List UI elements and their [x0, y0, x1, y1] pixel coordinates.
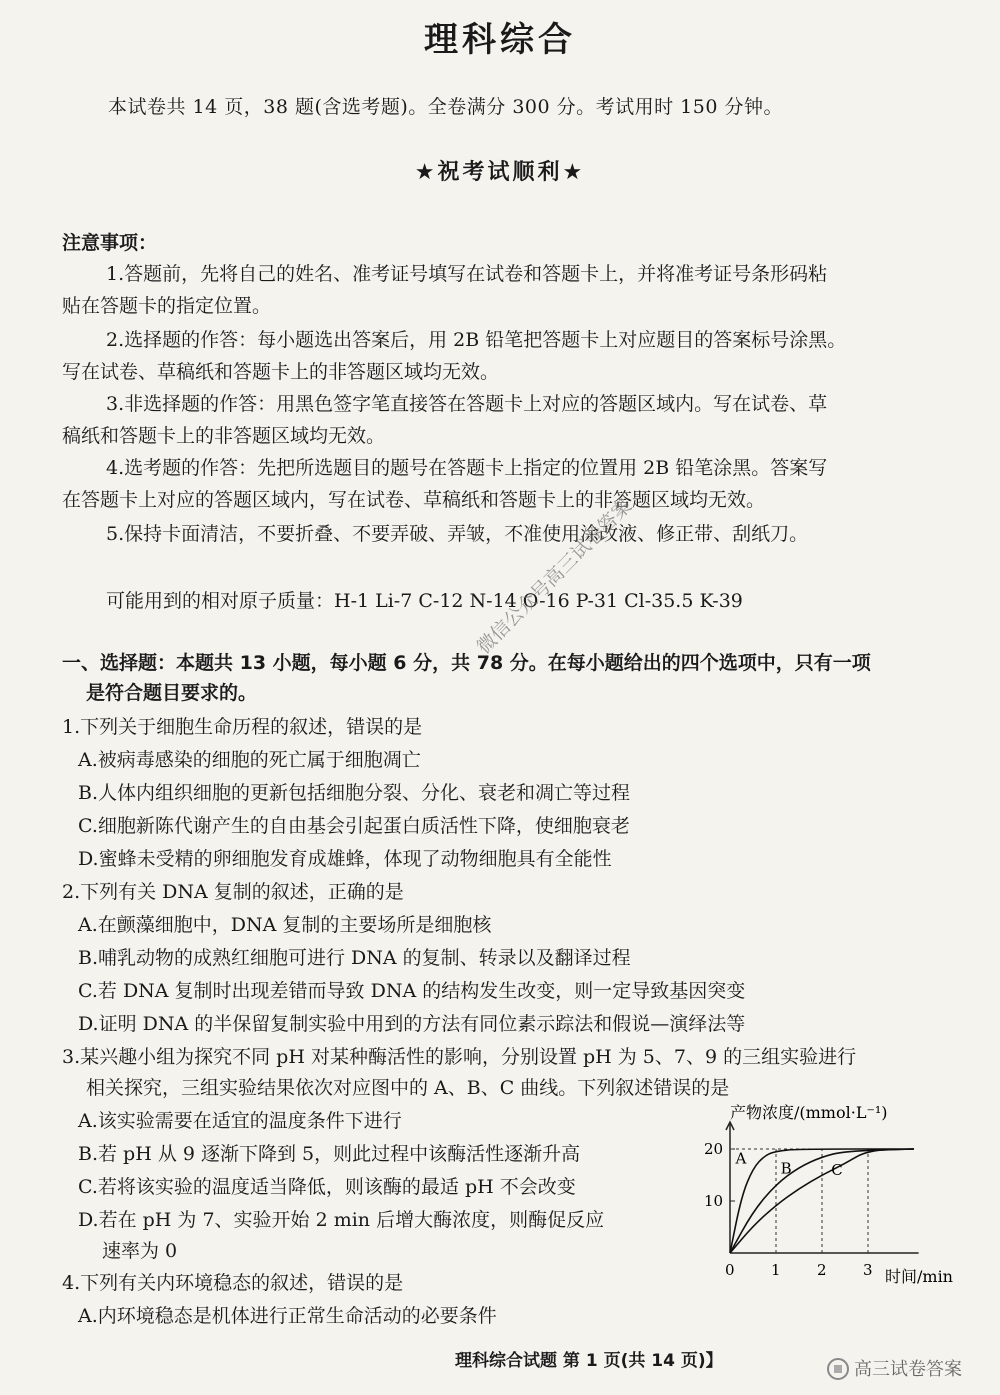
section-line: 是符合题目要求的。: [86, 682, 258, 704]
notice-line: 稿纸和答题卡上的非答题区域均无效。: [62, 425, 386, 447]
watermark-text: 微信公众号高三试卷答案: [472, 495, 637, 659]
notice-item-3: [62, 388, 967, 452]
question-1-option-a: A.被病毒感染的细胞的死亡属于细胞凋亡: [78, 749, 421, 771]
x-tick-label: 0: [725, 1261, 735, 1279]
notice-heading: 注意事项：: [62, 232, 158, 254]
question-4-option-a: A.内环境稳态是机体进行正常生命活动的必要条件: [78, 1305, 497, 1327]
question-1-option-d: D.蜜蜂未受精的卵细胞发育成雄蜂，体现了动物细胞具有全能性: [78, 848, 612, 870]
question-3-option-b: B.若 pH 从 9 逐渐下降到 5，则此过程中该酶活性逐渐升高: [78, 1143, 581, 1165]
page-title: 理科综合: [424, 20, 576, 60]
question-3-option-d: D.若在 pH 为 7、实验开始 2 min 后增大酶浓度，则酶促反应: [78, 1209, 605, 1231]
page-footer: 理科综合试题 第 1 页(共 14 页)】: [455, 1351, 723, 1371]
notice-line: 2.选择题的作答：每小题选出答案后，用 2B 铅笔把答题卡上对应题目的答案标号涂黑。: [106, 329, 847, 351]
question-3-option-c: C.若将该实验的温度适当降低，则该酶的最适 pH 不会改变: [78, 1176, 576, 1198]
question-1-option-b: B.人体内组织细胞的更新包括细胞分裂、分化、衰老和凋亡等过程: [78, 782, 631, 804]
notice-item-1: [62, 258, 967, 322]
notice-item-5: [62, 518, 967, 550]
notice-line: 1.答题前，先将自己的姓名、准考证号填写在试卷和答题卡上，并将准考证号条形码粘: [106, 263, 828, 285]
notice-line: 3.非选择题的作答：用黑色签字笔直接答在答题卡上对应的答题区域内。写在试卷、草: [106, 393, 828, 415]
x-tick-label: 3: [863, 1261, 873, 1279]
x-tick-label: 2: [817, 1261, 827, 1279]
question-2-option-d: D.证明 DNA 的半保留复制实验中用到的方法有同位素示踪法和假说—演绎法等: [78, 1013, 746, 1035]
notice-line: 在答题卡上对应的答题区域内，写在试卷、草稿纸和答题卡上的非答题区域均无效。: [62, 489, 766, 511]
series-label-B: B: [780, 1159, 792, 1178]
series-label-A: A: [735, 1149, 747, 1168]
atomic-masses: 可能用到的相对原子质量：H-1 Li-7 C-12 N-14 O-16 P-31 Cl-35.5 K-39: [106, 590, 743, 612]
y-axis-label: 产物浓度/(mmol·L⁻¹): [730, 1103, 888, 1122]
watermark-logo: [820, 1307, 990, 1387]
x-axis-label: 时间/min: [885, 1267, 953, 1286]
section-line: 一、选择题：本题共 13 小题，每小题 6 分，共 78 分。在每小题给出的四个选项中，只有一项: [62, 652, 871, 674]
x-tick-label: 1: [771, 1261, 781, 1279]
y-tick-label: 10: [704, 1192, 724, 1210]
question-3-option-d-cont: 速率为 0: [102, 1240, 178, 1262]
notice-item-4: [62, 452, 967, 516]
notice-line: 4.选考题的作答：先把所选题目的题号在答题卡上指定的位置用 2B 铅笔涂黑。答案写: [106, 457, 828, 479]
chart-plot-area: [704, 1122, 919, 1279]
question-2-option-b: B.哺乳动物的成熟红细胞可进行 DNA 的复制、转录以及翻译过程: [78, 947, 631, 969]
series-line-A: [730, 1149, 914, 1253]
question-3-option-a: A.该实验需要在适宜的温度条件下进行: [78, 1110, 402, 1132]
enzyme-activity-chart: [700, 1098, 975, 1288]
question-2-option-a: A.在颤藻细胞中，DNA 复制的主要场所是细胞核: [78, 914, 492, 936]
question-1-option-c: C.细胞新陈代谢产生的自由基会引起蛋白质活性下降，使细胞衰老: [78, 815, 630, 837]
question-2-option-c: C.若 DNA 复制时出现差错而导致 DNA 的结构发生改变，则一定导致基因突变: [78, 980, 746, 1002]
question-1-stem: 1.下列关于细胞生命历程的叙述，错误的是: [62, 716, 423, 738]
question-2-stem: 2.下列有关 DNA 复制的叙述，正确的是: [62, 881, 404, 903]
notice-line: 5.保持卡面清洁，不要折叠、不要弄破、弄皱，不准使用涂改液、修正带、刮纸刀。: [106, 523, 809, 545]
y-tick-label: 20: [704, 1140, 724, 1158]
question-4-stem: 4.下列有关内环境稳态的叙述，错误的是: [62, 1272, 404, 1294]
question-3-stem-cont: 相关探究，三组实验结果依次对应图中的 A、B、C 曲线。下列叙述错误的是: [86, 1077, 730, 1099]
notice-line: 贴在答题卡的指定位置。: [62, 295, 272, 317]
logo-text: 高三试卷答案: [854, 1359, 962, 1380]
question-3-stem: 3.某兴趣小组为探究不同 pH 对某种酶活性的影响，分别设置 pH 为 5、7、9 的三组实验进行: [62, 1046, 857, 1068]
good-luck-banner: ★祝考试顺利★: [414, 160, 586, 185]
section-heading: [62, 648, 972, 708]
exam-intro: 本试卷共 14 页，38 题(含选考题)。全卷满分 300 分。考试用时 150 分钟。: [108, 96, 783, 118]
series-label-C: C: [831, 1161, 843, 1179]
notice-item-2: [62, 324, 967, 388]
notice-line: 写在试卷、草稿纸和答题卡上的非答题区域均无效。: [62, 361, 500, 383]
